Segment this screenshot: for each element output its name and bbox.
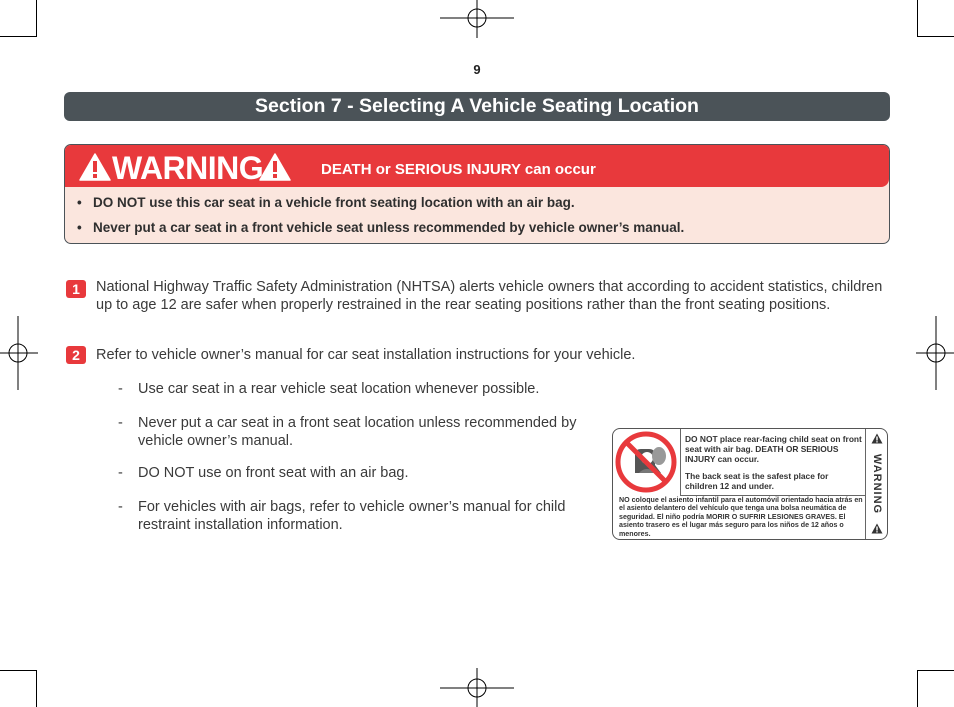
crop-mark: [36, 670, 37, 707]
label-icon-area: [613, 429, 679, 495]
step-number-badge: 2: [66, 346, 86, 364]
label-english-safety: The back seat is the safest place for children 12 and under.: [685, 471, 829, 491]
label-side-warning-word: WARNING: [871, 453, 883, 515]
label-english-area: [680, 429, 866, 496]
step-number-badge: 1: [66, 280, 86, 298]
warning-bullet: [77, 194, 575, 211]
label-spanish-text: NO coloque el asiento infantil para el automóvil orientado hacia atrás en el asiento delantero del vehículo que tenga una bolsa neumática de seguridad. El niño podría MORIR O SUFRIR LESIONES GRAVES. El asiento trasero es el lugar más seguro para los niños de 12 años o menores.: [619, 496, 863, 538]
warning-box: [64, 144, 890, 244]
crop-mark: [36, 0, 37, 37]
crop-mark: [917, 670, 918, 707]
crop-mark: [0, 36, 37, 37]
dash-glyph: -: [118, 499, 123, 515]
warning-bullet-text: DO NOT use this car seat in a vehicle front seating location with an air bag.: [93, 195, 575, 210]
dash-glyph: -: [118, 465, 123, 481]
sub-list-item-text: For vehicles with air bags, refer to vehicle owner’s manual for child restraint installation information.: [138, 499, 566, 533]
label-english-warning: DO NOT place rear-facing child seat on front seat with air bag. DEATH OR SERIOUS INJURY can occur.: [685, 434, 862, 464]
dash-glyph: -: [118, 415, 123, 431]
sub-list-item-text: Use car seat in a rear vehicle seat location whenever possible.: [138, 381, 540, 397]
page-number: 9: [473, 62, 481, 77]
bullet-glyph: •: [77, 220, 82, 235]
bullet-glyph: •: [77, 195, 82, 210]
crop-mark: [917, 0, 918, 37]
warning-header: [65, 145, 889, 187]
warning-subtitle: DEATH or SERIOUS INJURY can occur: [321, 161, 596, 178]
no-rear-facing-seat-icon: [613, 429, 679, 495]
registration-mark-icon: [440, 668, 514, 707]
crop-mark: [0, 670, 37, 671]
section-title: Section 7 - Selecting A Vehicle Seating Location: [64, 92, 890, 121]
warning-bullet-text: Never put a car seat in a front vehicle seat unless recommended by vehicle owner’s manual.: [93, 220, 685, 235]
registration-mark-icon: [916, 316, 954, 390]
step-text: National Highway Traffic Safety Administration (NHTSA) alerts vehicle owners that according to accident statistics, children up to age 12 are safer when properly restrained in the rear seating positions rather than the front seating positions.: [96, 279, 883, 313]
step-text: Refer to vehicle owner’s manual for car seat installation instructions for your vehicle.: [96, 347, 636, 363]
warning-bullet: [77, 219, 684, 236]
sub-list-item-text: DO NOT use on front seat with an air bag.: [138, 465, 409, 481]
warning-triangle-icon: [79, 153, 111, 181]
registration-mark-icon: [0, 316, 38, 390]
sub-list-item-text: Never put a car seat in a front seat location unless recommended by vehicle owner’s manual.: [138, 415, 577, 449]
warning-triangle-icon: [871, 433, 883, 444]
crop-mark: [917, 670, 954, 671]
crop-mark: [917, 36, 954, 37]
warning-triangle-icon: [871, 523, 883, 534]
warning-triangle-icon: [259, 153, 291, 181]
label-side-strip: [865, 429, 888, 539]
warning-word: WARNING: [112, 150, 264, 186]
registration-mark-icon: [440, 0, 514, 38]
airbag-warning-label: [612, 428, 888, 540]
dash-glyph: -: [118, 381, 123, 397]
